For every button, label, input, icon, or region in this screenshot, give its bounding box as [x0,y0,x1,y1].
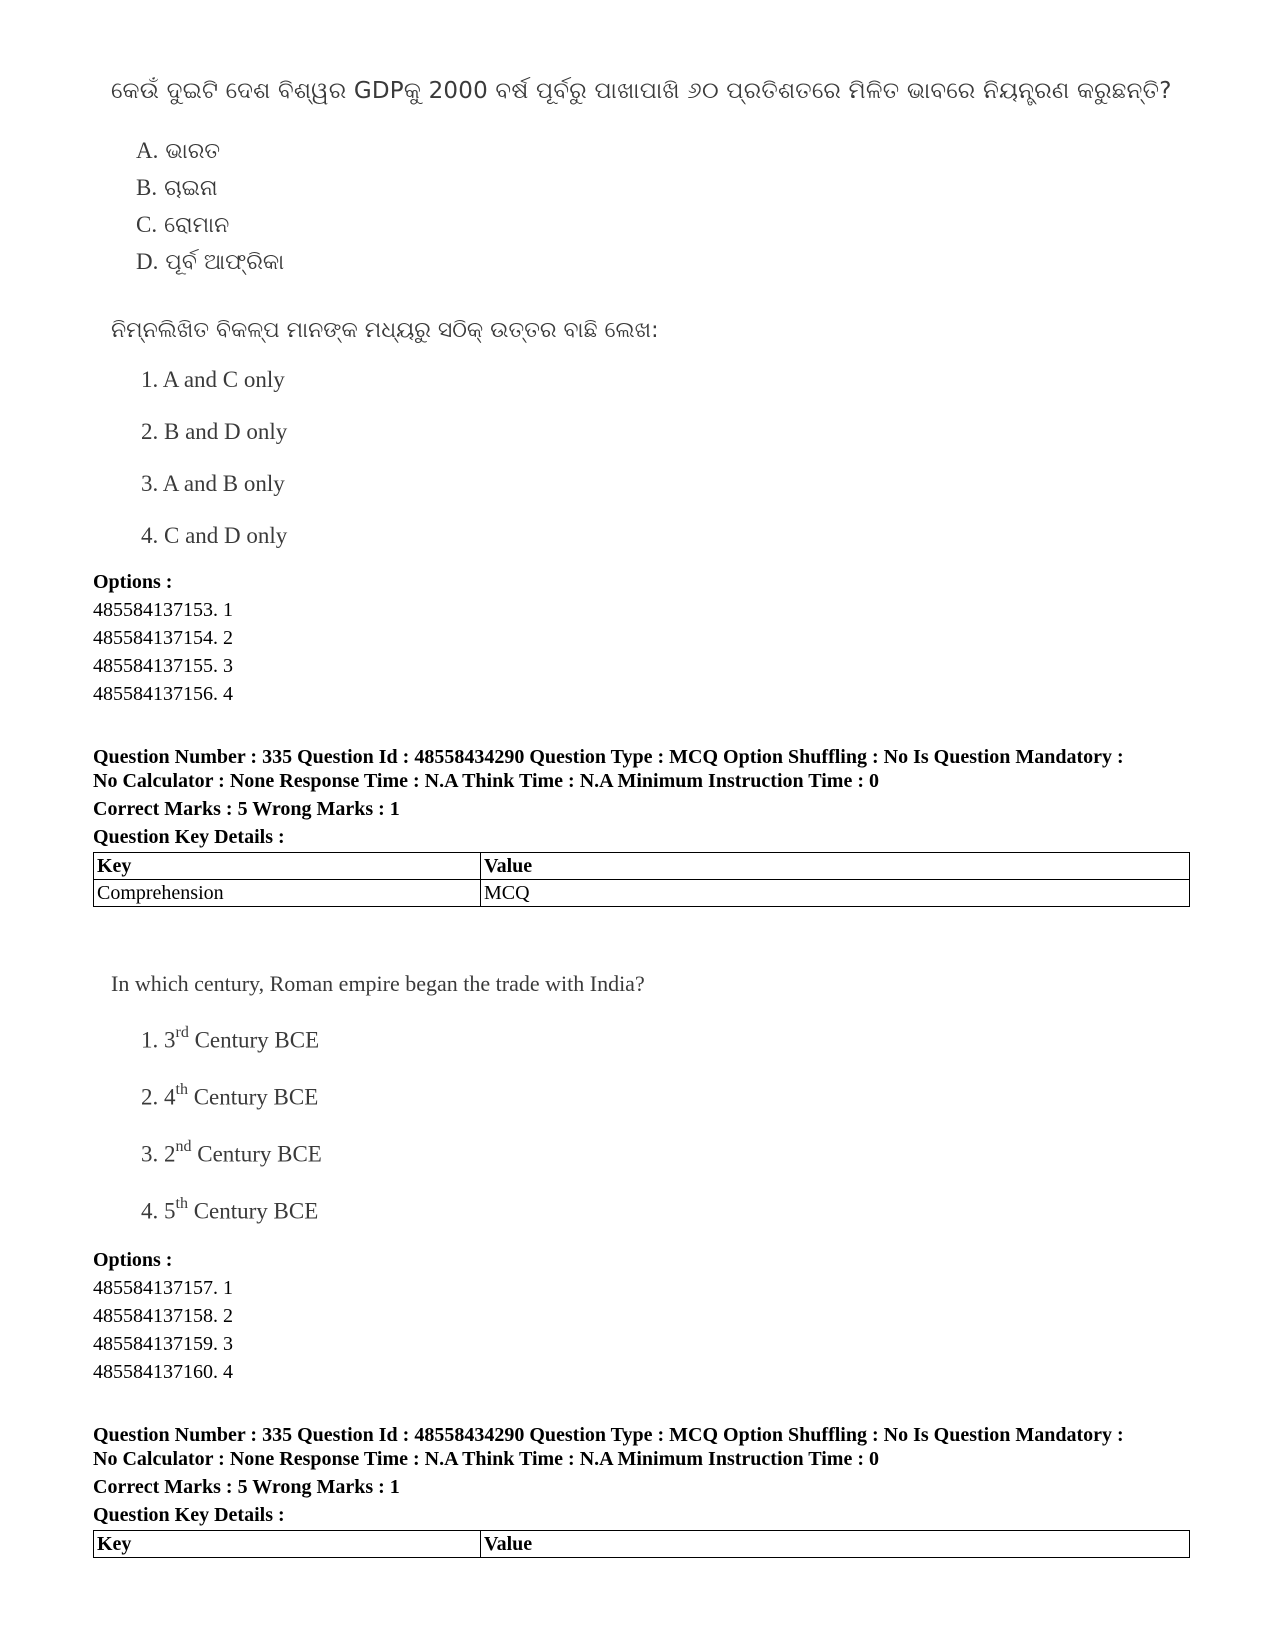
option-id-line: 485584137159. 3 [93,1333,233,1355]
question-meta-line2: No Calculator : None Response Time : N.A Think Time : N.A Minimum Instruction Time : 0 [93,1448,879,1470]
century-choice-3 [141,1140,322,1168]
choice-number: 2. 4 [141,1084,176,1110]
choice-number: 3. 2 [141,1141,176,1167]
table-cell-value: MCQ [481,880,1190,907]
question-meta-line1: Question Number : 335 Question Id : 48558434290 Question Type : MCQ Option Shuffling : No Is Question Mandatory : [93,746,1124,768]
choice-text: ପୂର୍ବ ଆଫ୍ରିକା [165,250,285,275]
choice-text: ରୋମାନ [164,213,230,238]
numbered-choice-2: 2. B and D only [141,419,288,444]
option-id-line: 485584137155. 3 [93,655,233,677]
choice-text: Century BCE [187,1084,319,1110]
odia-choice-c [136,212,229,238]
choice-label: B. [136,175,158,200]
key-details-heading: Question Key Details : [93,1504,285,1526]
english-question-text: In which century, Roman empire began the trade with India? [111,971,645,996]
odia-instruction: ନିମ୍ନଲିଖିତ ବିକଳ୍ପ ମାନଙ୍କ ମଧ୍ୟରୁ ସଠିକ୍ ଉତ୍ତର ବାଛି ଲେଖ: [111,318,659,343]
option-id-line: 485584137158. 2 [93,1305,233,1327]
option-id-line: 485584137160. 4 [93,1361,233,1383]
odia-question-text: କେଉଁ ଦୁଇଟି ଦେଶ ବିଶ୍ୱର GDPକୁ 2000 ବର୍ଷ ପୂର୍ବରୁ ପାଖାପାଖି ୬୦ ପ୍ରତିଶତରେ ମିଳିତ ଭାବରେ ନିୟନ୍ତ୍ରଣ କରୁଛନ୍ତି? [111,78,1172,104]
options-heading: Options : [93,1249,173,1271]
century-choice-1 [141,1026,319,1054]
choice-text: Century BCE [191,1141,322,1167]
choice-text: ଚାଇନା [164,176,218,201]
table-row [94,880,1190,907]
choice-label: A. [136,138,159,163]
ordinal-suffix: th [175,1195,188,1212]
key-value-table [93,852,1190,907]
option-id-line: 485584137157. 1 [93,1277,233,1299]
choice-label: D. [136,249,159,274]
choice-text: Century BCE [188,1027,320,1053]
ordinal-suffix: nd [175,1138,192,1155]
table-header-value: Value [481,853,1190,880]
odia-choice-b [136,175,218,201]
choice-text: Century BCE [187,1198,319,1224]
table-header-key: Key [94,853,481,880]
table-header-row [94,1531,1190,1558]
odia-choice-a [136,138,220,164]
ordinal-suffix: rd [175,1024,189,1041]
ordinal-suffix: th [175,1081,188,1098]
odia-choice-d [136,249,284,275]
choice-number: 1. 3 [141,1027,176,1053]
choice-number: 4. 5 [141,1198,176,1224]
table-cell-key: Comprehension [94,880,481,907]
century-choice-4 [141,1197,318,1225]
choice-text: ଭାରତ [165,139,221,164]
table-header-value: Value [481,1531,1190,1558]
question-meta-line1: Question Number : 335 Question Id : 48558434290 Question Type : MCQ Option Shuffling : No Is Question Mandatory : [93,1424,1124,1446]
key-value-table [93,1530,1190,1558]
marks-line: Correct Marks : 5 Wrong Marks : 1 [93,798,400,820]
marks-line: Correct Marks : 5 Wrong Marks : 1 [93,1476,400,1498]
options-heading: Options : [93,571,173,593]
numbered-choice-1: 1. A and C only [141,367,285,392]
numbered-choice-4: 4. C and D only [141,523,288,548]
century-choice-2 [141,1083,318,1111]
question-meta-line2: No Calculator : None Response Time : N.A Think Time : N.A Minimum Instruction Time : 0 [93,770,879,792]
table-header-key: Key [94,1531,481,1558]
key-details-heading: Question Key Details : [93,826,285,848]
option-id-line: 485584137154. 2 [93,627,233,649]
option-id-line: 485584137153. 1 [93,599,233,621]
option-id-line: 485584137156. 4 [93,683,233,705]
choice-label: C. [136,212,158,237]
table-header-row [94,853,1190,880]
numbered-choice-3: 3. A and B only [141,471,285,496]
